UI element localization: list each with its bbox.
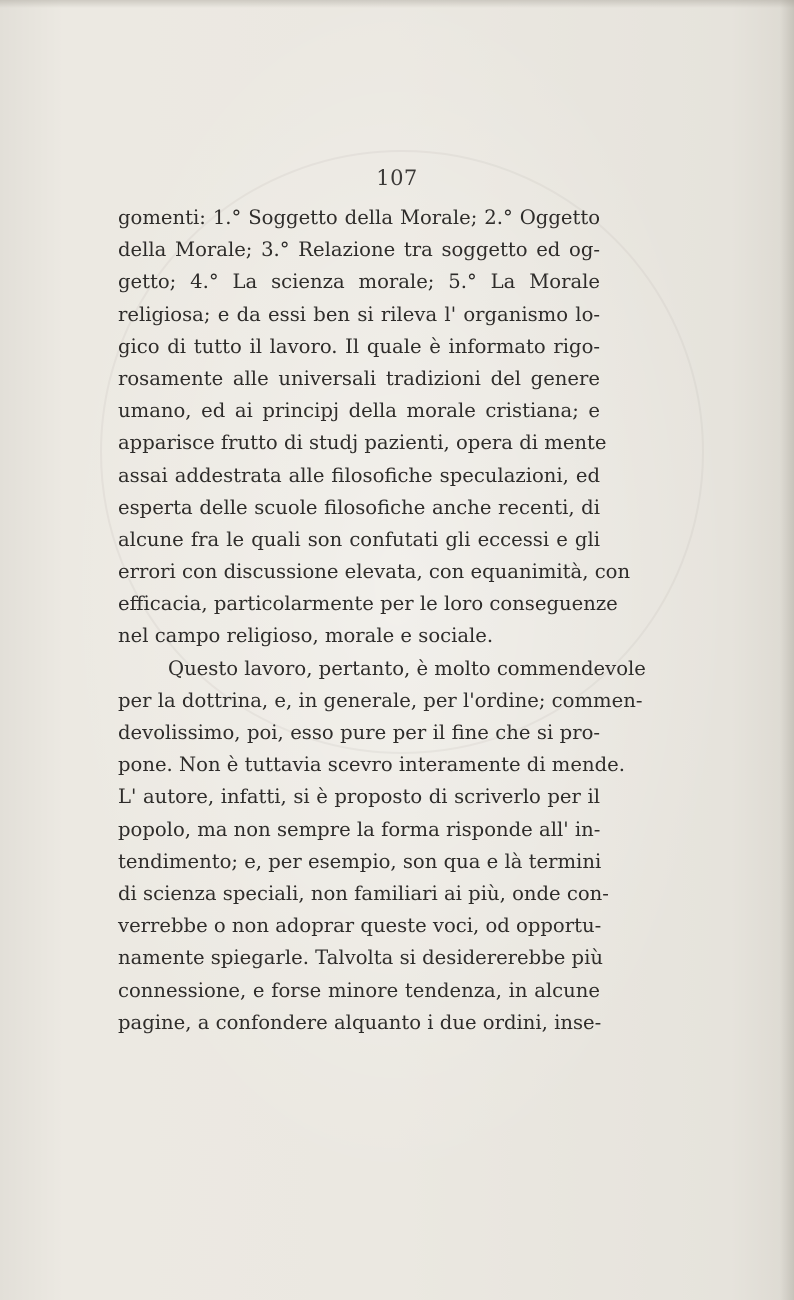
text-line: della Morale; 3.° Relazione tra soggetto ed og-: [118, 238, 600, 262]
text-line: religiosa; e da essi ben si rileva l' organismo lo-: [118, 302, 600, 326]
text-line: gomenti: 1.° Soggetto della Morale; 2.° Oggetto: [118, 206, 600, 229]
page-top-edge: [0, 0, 794, 8]
text-line: apparisce frutto di studj pazienti, opera di mente: [118, 431, 607, 455]
text-line: pone. Non è tuttavia scevro interamente di mende.: [118, 753, 625, 777]
text-line: esperta delle scuole filosofiche anche recenti, di: [118, 495, 600, 519]
text-line: tendimento; e, per esempio, son qua e là termini: [118, 849, 602, 873]
text-line: per la dottrina, e, in generale, per l'ordine; commen-: [118, 688, 643, 712]
text-line: devolissimo, poi, esso pure per il fine che si pro-: [118, 721, 600, 744]
text-line: popolo, ma non sempre la forma risponde all' in-: [118, 817, 601, 841]
page-number: 107: [376, 166, 418, 190]
text-line: gico di tutto il lavoro. Il quale è informato rigo-: [118, 334, 600, 358]
text-line: efficacia, particolarmente per le loro conseguenze: [118, 592, 618, 616]
text-line: pagine, a confondere alquanto i due ordini, inse-: [118, 1010, 602, 1034]
text-line: assai addestrata alle filosofiche speculazioni, ed: [118, 463, 600, 487]
text-line: verrebbe o non adoprar queste voci, od opportu-: [118, 914, 602, 938]
text-line: rosamente alle universali tradizioni del genere: [118, 366, 600, 390]
text-line: alcune fra le quali son confutati gli eccessi e gli: [118, 527, 600, 551]
text-line: L' autore, infatti, si è proposto di scriverlo per il: [118, 785, 600, 809]
text-line: connessione, e forse minore tendenza, in alcune: [118, 978, 600, 1002]
text-line: nel campo religioso, morale e sociale.: [118, 624, 494, 648]
text-line: di scienza speciali, non familiari ai più, onde con-: [118, 881, 609, 905]
text-line: namente spiegarle. Talvolta si desidererebbe più: [118, 946, 603, 970]
text-line: umano, ed ai principj della morale cristiana; e: [118, 399, 600, 423]
body-text: [118, 202, 646, 1039]
text-line: getto; 4.° La scienza morale; 5.° La Morale: [118, 270, 600, 294]
page-right-edge: [780, 0, 794, 1300]
paragraph-first-line: Questo lavoro, pertanto, è molto commendevole: [168, 656, 646, 680]
text-line: errori con discussione elevata, con equanimità, con: [118, 560, 631, 584]
